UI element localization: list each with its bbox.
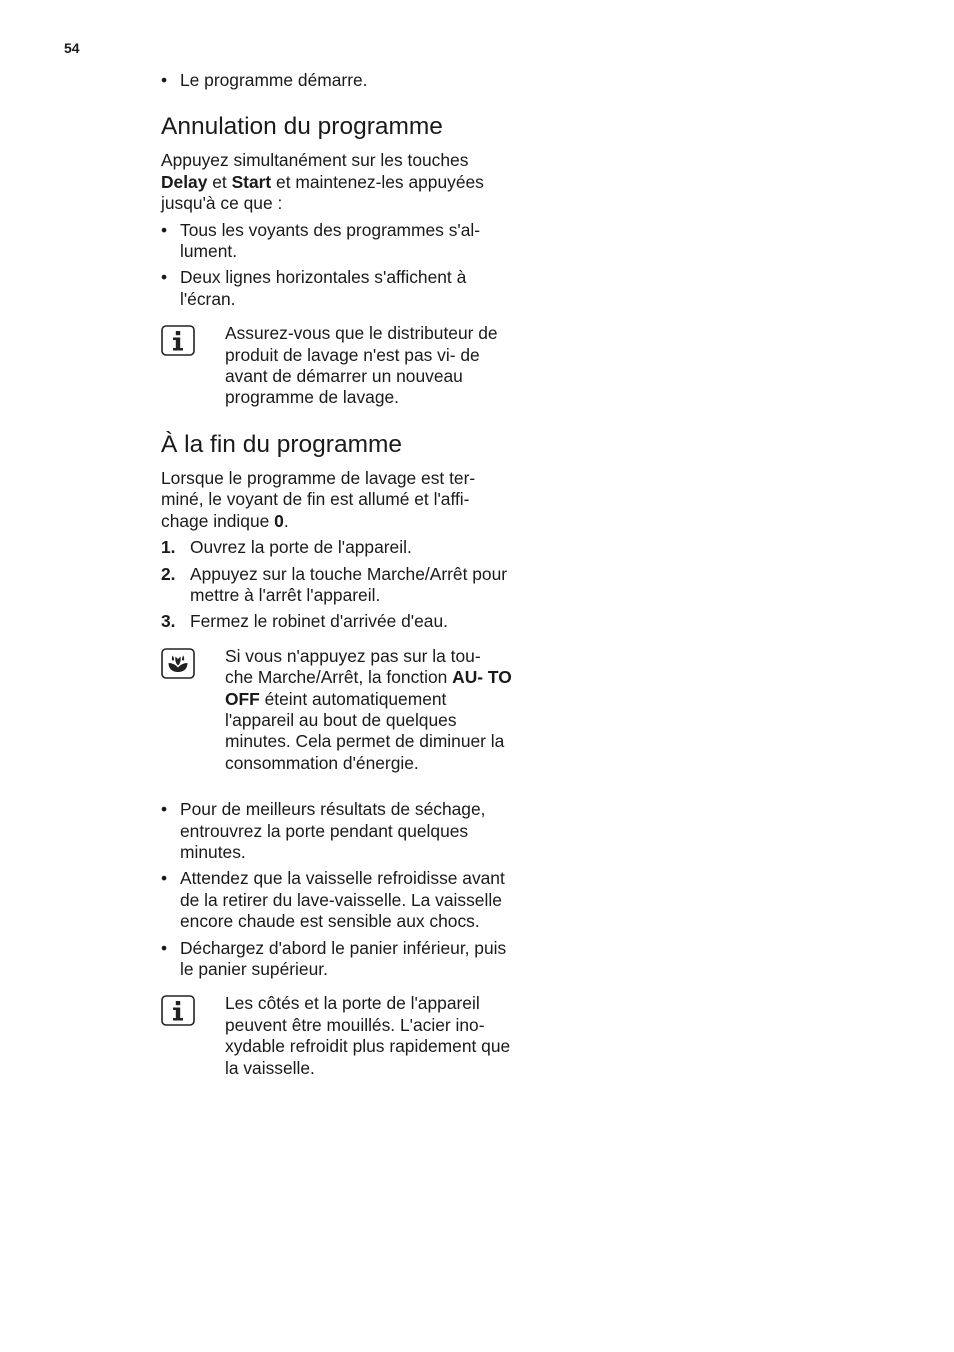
- step-text: Fermez le robinet d'arrivée d'eau.: [190, 611, 448, 632]
- eco-leaf-icon: [161, 648, 195, 679]
- text-run: et: [207, 171, 232, 192]
- step-number: 1.: [161, 537, 176, 558]
- start-key-label: Start: [231, 171, 272, 192]
- content-column: [161, 70, 513, 1079]
- info-icon: [161, 325, 195, 356]
- end-paragraph: [161, 468, 513, 532]
- note-text: Assurez-vous que le distributeur de produit de lavage n'est pas vi- de avant de démarrer un nouveau programme de lavage.: [225, 323, 498, 408]
- page-number: 54: [64, 40, 80, 56]
- eco-note: [161, 646, 513, 774]
- info-icon: [161, 995, 195, 1026]
- cancel-paragraph: [161, 150, 513, 214]
- list-item: • Déchargez d'abord le panier inférieur, puis le panier supérieur.: [161, 938, 513, 981]
- list-item: • Attendez que la vaisselle refroidisse avant de la retirer du lave-vaisselle. La vaisselle encore chaude est sensible aux chocs.: [161, 868, 513, 932]
- text-run: Appuyez simultanément sur les touches: [161, 150, 469, 171]
- list-item: • Le programme démarre.: [161, 70, 513, 91]
- text-run: Si vous n'appuyez pas sur la tou- che Marche/Arrêt, la fonction: [225, 645, 481, 688]
- step-text: Ouvrez la porte de l'appareil.: [190, 537, 412, 558]
- intro-list: [161, 70, 513, 91]
- list-item: [161, 611, 513, 632]
- list-item: [161, 564, 513, 607]
- delay-key-label: Delay: [161, 171, 208, 192]
- note-text: Les côtés et la porte de l'appareil peuvent être mouillés. L'acier ino- xydable refroidit plus rapidement que la vaisselle.: [225, 993, 511, 1078]
- list-item: • Pour de meilleurs résultats de séchage, entrouvrez la porte pendant quelques minutes.: [161, 799, 513, 863]
- text-run: .: [283, 510, 289, 531]
- list-item: • Deux lignes horizontales s'affichent à l'écran.: [161, 267, 513, 310]
- text-run: Lorsque le programme de lavage est ter- miné, le voyant de fin est allumé et l'affi- chage indique: [161, 467, 476, 531]
- section-heading-cancel: Annulation du programme: [161, 113, 443, 141]
- list-item: • Tous les voyants des programmes s'al- lument.: [161, 220, 513, 263]
- info-note: [161, 993, 513, 1079]
- section-heading-end: À la fin du programme: [161, 430, 403, 458]
- info-note: [161, 323, 513, 409]
- text-run: éteint automatiquement l'appareil au bout de quelques minutes. Cela permet de diminuer la consommation d'énergie.: [225, 688, 505, 773]
- step-text: Appuyez sur la touche Marche/Arrêt pour mettre à l'arrêt l'appareil.: [190, 563, 508, 605]
- step-number: 3.: [161, 611, 176, 632]
- note-text: [225, 646, 513, 774]
- cancel-bullet-list: [161, 220, 513, 311]
- auto-off-label: AU- TO OFF: [225, 667, 512, 709]
- list-item: [161, 537, 513, 558]
- step-number: 2.: [161, 563, 176, 584]
- end-step-list: [161, 537, 513, 633]
- end-bullet-list: [161, 799, 513, 980]
- text-run: et maintenez-les appuyées jusqu'à ce que :: [161, 171, 484, 214]
- display-value: 0: [274, 510, 284, 531]
